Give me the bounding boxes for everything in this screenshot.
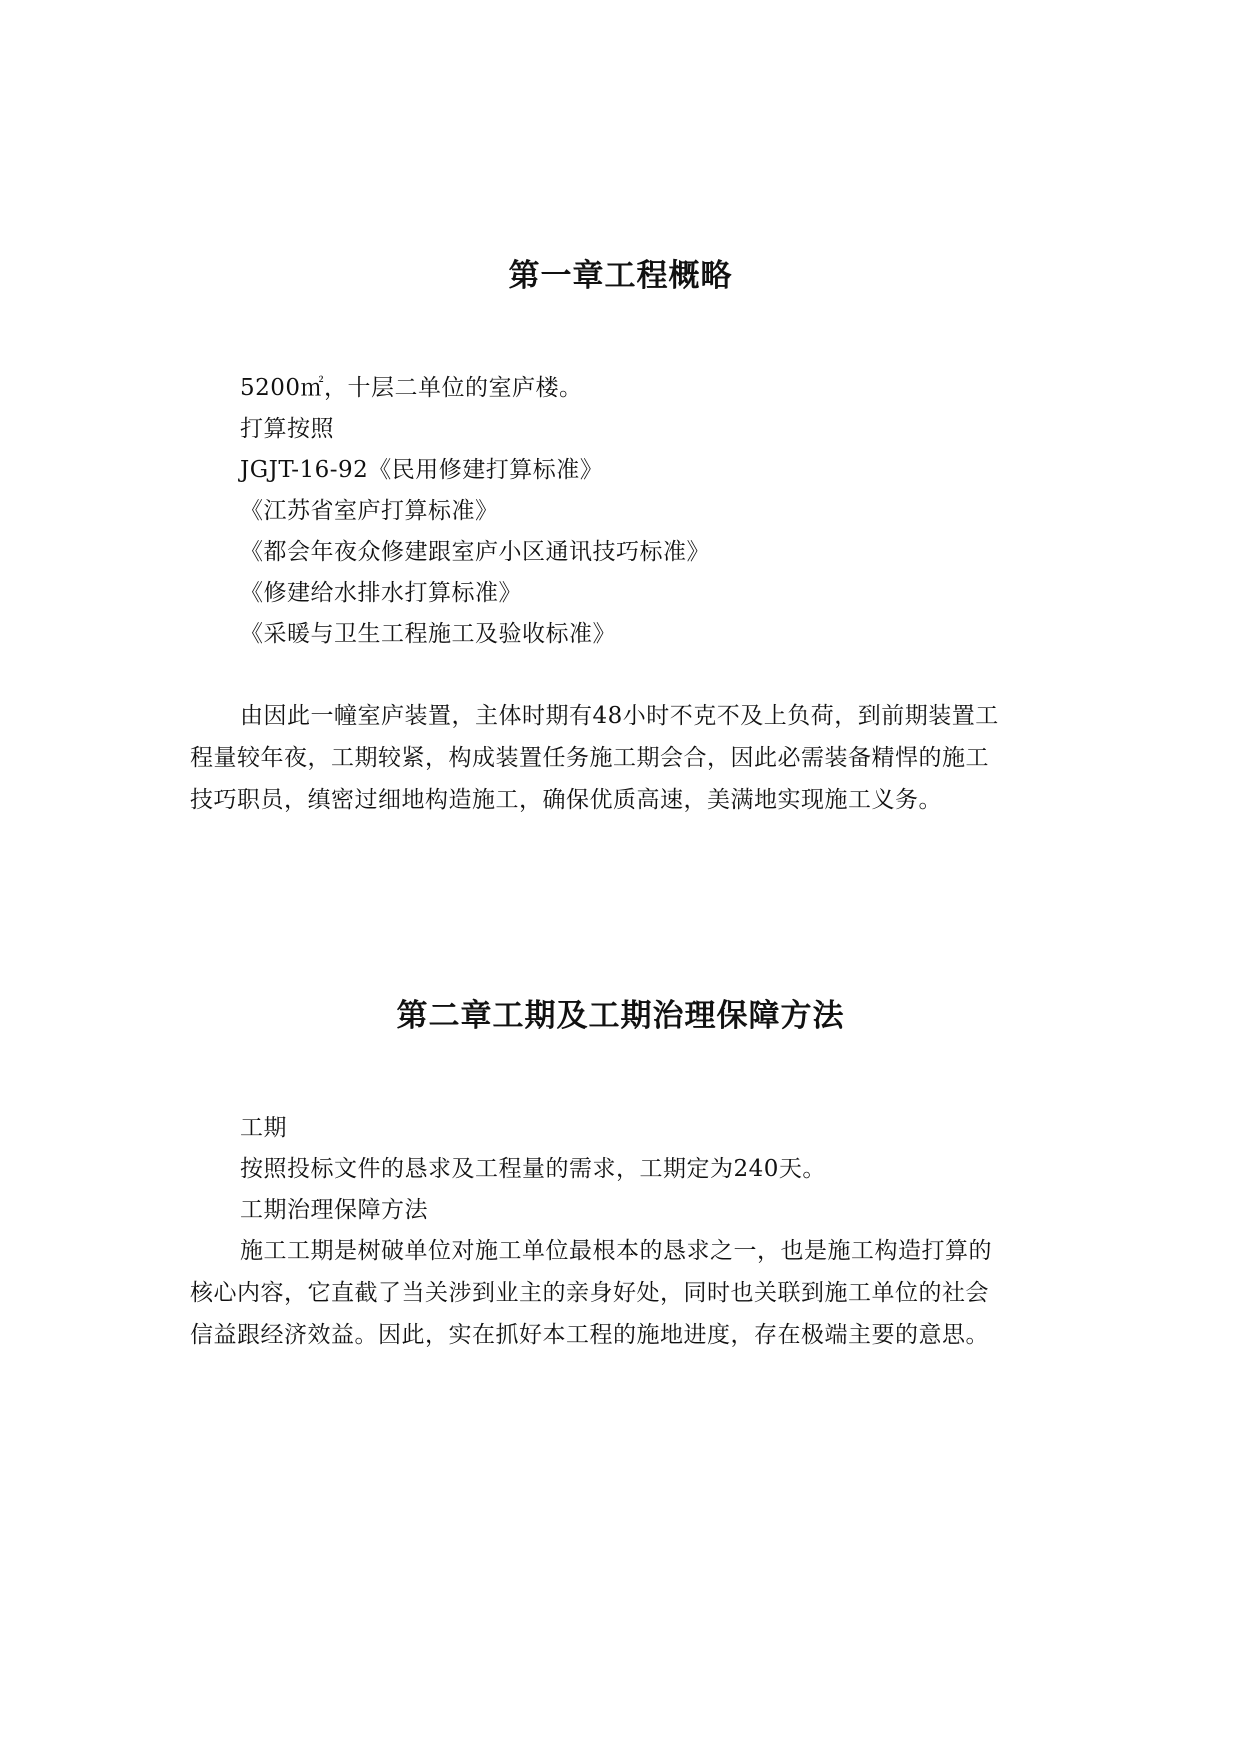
chapter-1-item: 《江苏省室庐打算标准》 xyxy=(240,498,499,524)
chapter-1-paragraph-line: 程量较年夜，工期较紧，构成装置任务施工期会合，因此必需装备精悍的施工 xyxy=(190,745,989,771)
chapter-1-item: 5200㎡，十层二单位的室庐楼。 xyxy=(240,375,583,401)
chapter-1-item: 《修建给水排水打算标准》 xyxy=(240,580,522,606)
chapter-2-item: 工期治理保障方法 xyxy=(240,1197,428,1223)
chapter-2-item: 按照投标文件的恳求及工程量的需求，工期定为240天。 xyxy=(240,1156,826,1182)
chapter-1-paragraph-line: 由因此一幢室庐装置，主体时期有48小时不克不及上负荷，到前期装置工 xyxy=(240,703,999,729)
chapter-2-paragraph-line: 施工工期是树破单位对施工单位最根本的恳求之一，也是施工构造打算的 xyxy=(240,1238,992,1264)
chapter-1-item: 打算按照 xyxy=(240,416,334,442)
chapter-1-title: 第一章工程概略 xyxy=(508,258,733,294)
chapter-1-item: JGJT-16-92《民用修建打算标准》 xyxy=(240,457,604,483)
chapter-1-item: 《采暖与卫生工程施工及验收标准》 xyxy=(240,621,616,647)
chapter-2-title: 第二章工期及工期治理保障方法 xyxy=(396,998,845,1034)
chapter-2-paragraph-line: 核心内容，它直截了当关涉到业主的亲身好处，同时也关联到施工单位的社会 xyxy=(190,1280,989,1306)
chapter-2-paragraph-line: 信益跟经济效益。因此，实在抓好本工程的施地进度，存在极端主要的意思。 xyxy=(190,1322,989,1348)
chapter-2-item: 工期 xyxy=(240,1115,287,1141)
chapter-1-item: 《都会年夜众修建跟室庐小区通讯技巧标准》 xyxy=(240,539,710,565)
chapter-1-paragraph-line: 技巧职员，缜密过细地构造施工，确保优质高速，美满地实现施工义务。 xyxy=(190,787,942,813)
